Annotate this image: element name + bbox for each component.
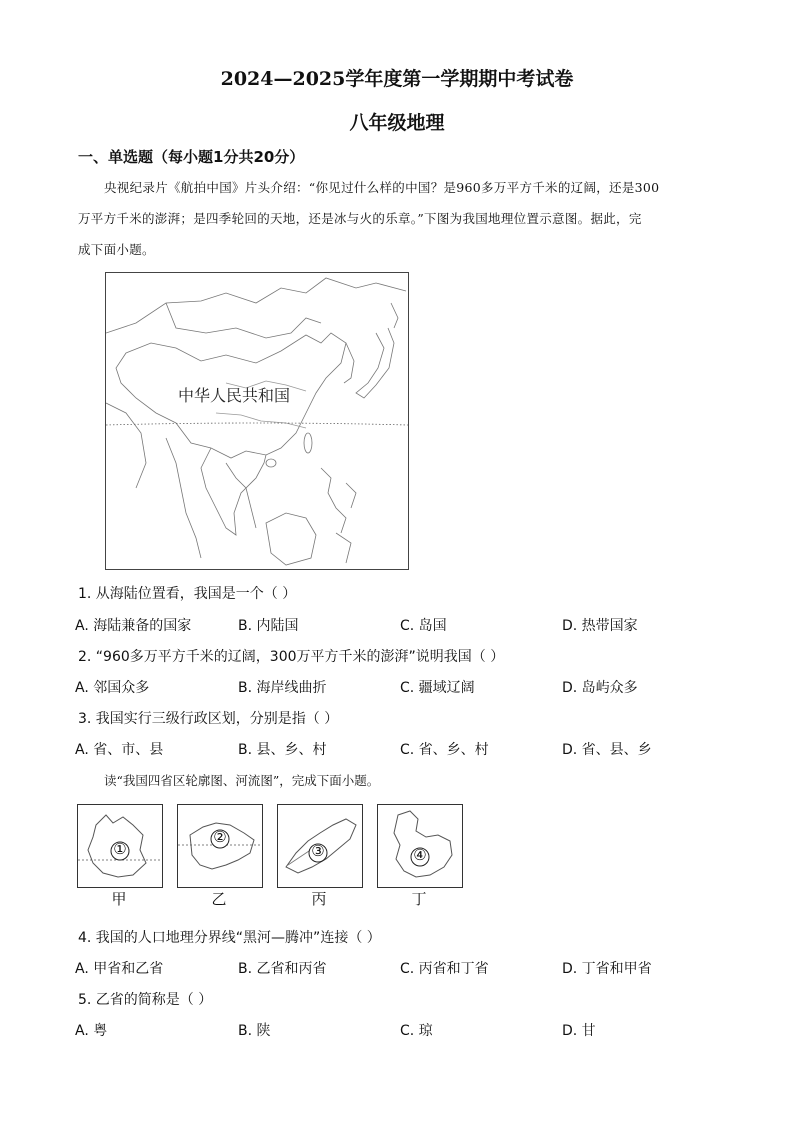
question-4-stem: 4. 我国的人口地理分界线“黑河—腾冲”连接（ ）: [78, 930, 381, 946]
question-4-option-d[interactable]: D. 丁省和甲省: [562, 961, 652, 977]
question-4-option-a[interactable]: A. 甲省和乙省: [75, 961, 164, 977]
question-3-stem: 3. 我国实行三级行政区划，分别是指（ ）: [78, 711, 339, 727]
question-1-option-d[interactable]: D. 热带国家: [562, 618, 638, 634]
map-country-label: 中华人民共和国: [178, 386, 291, 405]
question-4-option-b[interactable]: B. 乙省和丙省: [238, 961, 327, 977]
province-label-bing: 丙: [311, 890, 327, 908]
question-3-option-b[interactable]: B. 县、乡、村: [238, 742, 327, 758]
exam-subtitle: 八年级地理: [349, 112, 445, 134]
question-2-option-d[interactable]: D. 岛屿众多: [562, 680, 638, 696]
question-3-option-d[interactable]: D. 省、县、乡: [562, 742, 652, 758]
question-1-option-a[interactable]: A. 海陆兼备的国家: [75, 618, 192, 634]
question-5-option-a[interactable]: A. 粤: [75, 1023, 108, 1039]
province-box-bing: [277, 804, 363, 888]
question-1-option-b[interactable]: B. 内陆国: [238, 618, 299, 634]
intro-line-2: 万平方千米的澎湃；是四季轮回的天地，还是冰与火的乐章。”下图为我国地理位置示意图。据此，完: [78, 211, 642, 226]
china-location-map: [105, 272, 409, 570]
question-3-option-a[interactable]: A. 省、市、县: [75, 742, 164, 758]
question-2-option-b[interactable]: B. 海岸线曲折: [238, 680, 327, 696]
question-3-option-c[interactable]: C. 省、乡、村: [400, 742, 489, 758]
province-number-4: ④: [413, 846, 427, 864]
question-1-stem: 1. 从海陆位置看，我国是一个（ ）: [78, 586, 297, 602]
question-2-option-c[interactable]: C. 疆域辽阔: [400, 680, 475, 696]
question-5-option-b[interactable]: B. 陕: [238, 1023, 271, 1039]
province-outline-graphic: [178, 805, 262, 887]
question-4-option-c[interactable]: C. 丙省和丁省: [400, 961, 489, 977]
question-2-stem: 2. “960多万平方千米的辽阔，300万平方千米的澎湃”说明我国（ ）: [78, 649, 505, 665]
provinces-instruction: 读“我国四省区轮廓图、河流图”，完成下面小题。: [104, 773, 380, 788]
question-5-stem: 5. 乙省的简称是（ ）: [78, 992, 213, 1008]
province-box-ding: [377, 804, 463, 888]
section-heading: 一、单选题（每小题1分共20分）: [78, 148, 305, 166]
province-box-jia: [77, 804, 163, 888]
province-number-2: ②: [213, 828, 227, 846]
exam-title: 2024—2025学年度第一学期期中考试卷: [220, 68, 574, 90]
intro-line-1: 央视纪录片《航拍中国》片头介绍：“你见过什么样的中国？是960多万平方千米的辽阔，还是300: [104, 180, 660, 195]
intro-line-3: 成下面小题。: [78, 242, 155, 257]
question-1-option-c[interactable]: C. 岛国: [400, 618, 447, 634]
question-2-option-a[interactable]: A. 邻国众多: [75, 680, 150, 696]
province-box-yi: [177, 804, 263, 888]
province-number-3: ③: [311, 842, 325, 860]
province-label-jia: 甲: [111, 890, 127, 908]
province-label-yi: 乙: [211, 890, 227, 908]
question-5-option-c[interactable]: C. 琼: [400, 1023, 433, 1039]
question-5-option-d[interactable]: D. 甘: [562, 1023, 596, 1039]
province-label-ding: 丁: [411, 890, 427, 908]
province-number-1: ①: [113, 840, 127, 858]
map-outline-graphic: [106, 273, 408, 569]
